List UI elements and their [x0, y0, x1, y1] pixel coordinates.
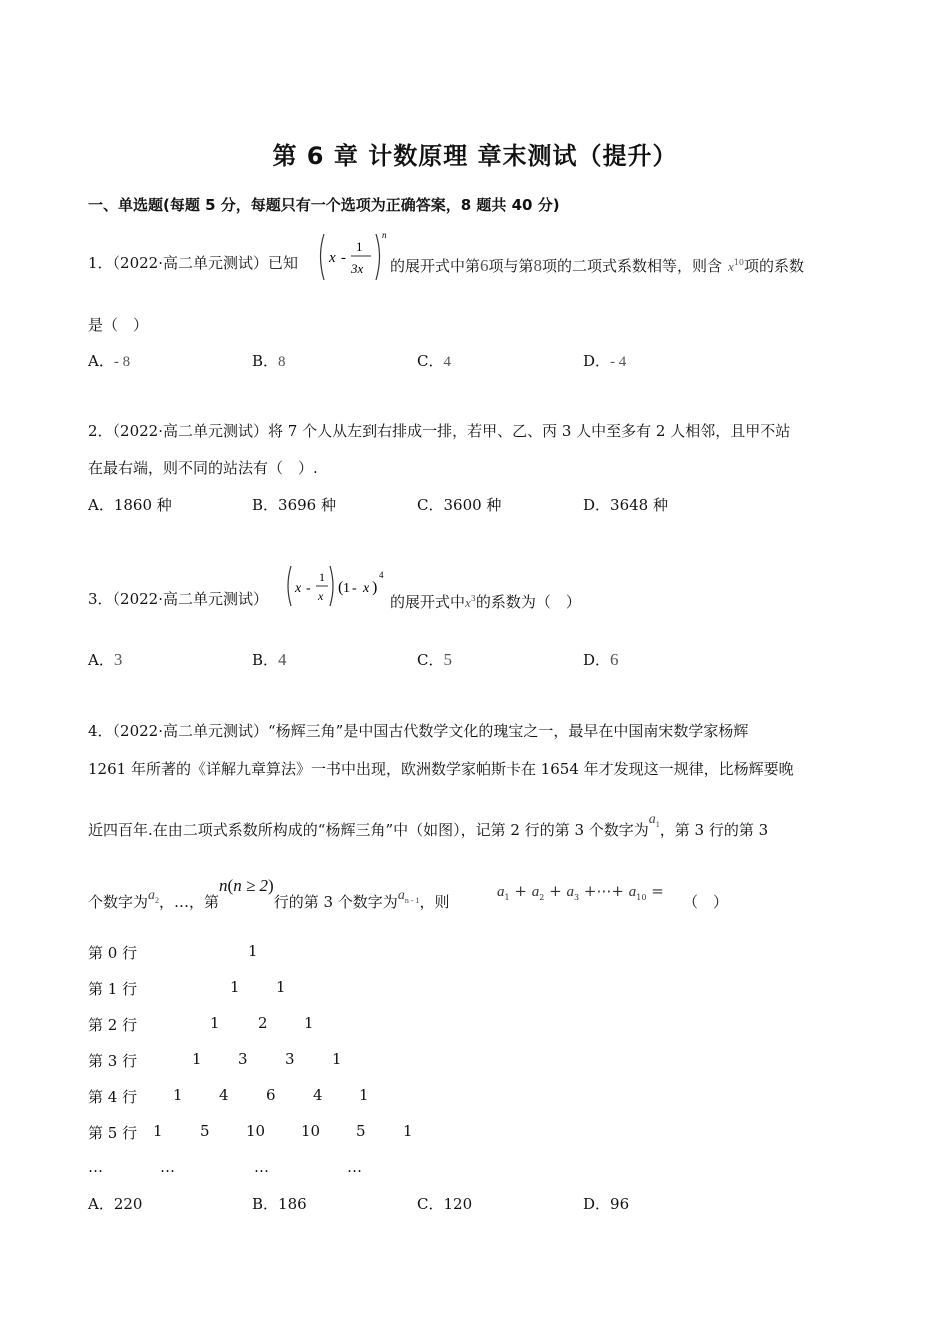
number-six: 6 — [480, 256, 489, 275]
expr-minus: - — [341, 250, 346, 266]
option-d[interactable]: D．96 — [583, 1195, 630, 1213]
expr-x: x — [329, 250, 336, 266]
triangle-number: 6 — [266, 1086, 276, 1104]
row-label: 第 0 行 — [88, 944, 138, 962]
product-expression — [284, 562, 388, 612]
triangle-number: 1 — [332, 1050, 342, 1068]
question-text: 项与第 — [488, 257, 534, 275]
question-text: ，则 — [419, 893, 450, 911]
triangle-number: 3 — [238, 1050, 248, 1068]
triangle-number: 10 — [246, 1122, 266, 1140]
question-text-line2: 在最右端，则不同的站法有（ ）. — [88, 459, 318, 477]
triangle-number: 1 — [276, 978, 286, 996]
svg-text:-: - — [306, 581, 311, 596]
svg-text:(: ( — [338, 579, 344, 596]
option-a[interactable]: A．- 8 — [88, 352, 131, 370]
a1-symbol: $a_1$ — [648, 812, 660, 829]
page-title: 第 6 章 计数原理 章末测试（提升） — [272, 142, 678, 170]
ellipsis: … — [160, 1158, 175, 1176]
answer-blank: （ ） — [683, 893, 729, 911]
option-b[interactable]: B．4 — [252, 650, 287, 669]
row-label: 第 2 行 — [88, 1016, 138, 1034]
question-text: 近四百年.在由二项式系数所构成的“杨辉三角”中（如图），记第 2 行的第 3 个数字为 — [88, 821, 649, 839]
svg-text:1: 1 — [343, 581, 350, 596]
triangle-number: 4 — [313, 1086, 323, 1104]
binomial-expression — [316, 228, 390, 286]
triangle-number: 4 — [219, 1086, 229, 1104]
question-text: 项的系数 — [744, 257, 805, 275]
svg-text:1: 1 — [319, 570, 325, 584]
section-heading: 一、单选题(每题 5 分，每题只有一个选项为正确答案，8 题共 40 分) — [88, 196, 560, 214]
x-exponent: 10 — [733, 258, 745, 267]
option-c[interactable]: C．3600 种 — [417, 496, 502, 514]
option-b[interactable]: B．8 — [252, 352, 286, 370]
ellipsis: … — [347, 1158, 362, 1176]
triangle-number: 10 — [301, 1122, 321, 1140]
question-text: 行的第 3 个数字为 — [273, 893, 398, 911]
question-text: 个数字为 — [88, 893, 149, 911]
option-b[interactable]: B．186 — [252, 1195, 307, 1213]
ellipsis: … — [88, 1158, 103, 1176]
option-a[interactable]: A．1860 种 — [88, 496, 172, 514]
triangle-number: 1 — [173, 1086, 183, 1104]
question-text: ，第 3 行的第 3 — [659, 821, 769, 839]
x-exponent: 3 — [470, 594, 476, 603]
option-a[interactable]: A．3 — [88, 650, 123, 669]
svg-text:x: x — [363, 581, 370, 596]
question-text: 已知 — [268, 254, 299, 272]
svg-text:x: x — [318, 589, 324, 603]
triangle-number: 1 — [248, 942, 258, 960]
svg-text:4: 4 — [379, 570, 384, 580]
option-c[interactable]: C．4 — [417, 352, 451, 370]
row-label: 第 1 行 — [88, 980, 138, 998]
triangle-number: 1 — [403, 1122, 413, 1140]
option-d[interactable]: D．- 4 — [583, 352, 627, 370]
option-c[interactable]: C．120 — [417, 1195, 473, 1213]
row-label: 第 3 行 — [88, 1052, 138, 1070]
an1-symbol: $a_{n - 1}$ — [397, 888, 420, 905]
question-text: 4．（2022·高二单元测试）“杨辉三角”是中国古代数学文化的瑰宝之一，最早在中国南宋数学家杨辉 — [88, 722, 749, 740]
ellipsis: … — [254, 1158, 269, 1176]
a2-symbol: $a_2$ — [148, 888, 160, 905]
triangle-number: 1 — [153, 1122, 163, 1140]
option-b[interactable]: B．3696 种 — [252, 496, 336, 514]
expr-numerator: 1 — [356, 239, 363, 254]
question-source: （2022·高二单元测试） — [112, 254, 268, 272]
question-text: 的展开式中 — [390, 593, 466, 611]
x-variable: x — [728, 259, 734, 274]
question-text: 1261 年所著的《详解九章算法》一书中出现，欧洲数学家帕斯卡在 1654 年才发现这一规律，比杨辉要晚 — [88, 760, 794, 778]
option-a[interactable]: A．220 — [88, 1195, 143, 1213]
question-number: 1． — [88, 254, 113, 272]
triangle-number: 1 — [230, 978, 240, 996]
question-text: ，…，第 — [159, 893, 220, 911]
expr-exponent: n — [382, 230, 387, 240]
expr-denominator: 3x — [351, 261, 364, 276]
triangle-number: 1 — [304, 1014, 314, 1032]
triangle-number: 2 — [258, 1014, 268, 1032]
question-text: 的系数为（ ） — [475, 593, 581, 611]
n-condition: n(n ≥ 2) — [219, 876, 274, 895]
svg-text:-: - — [352, 581, 357, 596]
question-text-line2: 是（ ） — [88, 316, 149, 334]
row-label: 第 5 行 — [88, 1124, 138, 1142]
triangle-number: 1 — [359, 1086, 369, 1104]
svg-text:x: x — [295, 581, 302, 596]
sum-expression: $a_1 + a_2 + a_3$ +⋯+ $a_{10}$ = — [497, 882, 664, 902]
question-text: 2．（2022·高二单元测试）将 7 个人从左到右排成一排，若甲、乙、丙 3 人中至多有 2 人相邻，且甲不站 — [88, 422, 791, 440]
triangle-number: 3 — [285, 1050, 295, 1068]
option-d[interactable]: D．6 — [583, 650, 619, 669]
question-text: 的展开式中第 — [390, 257, 481, 275]
svg-text:): ) — [372, 579, 378, 596]
row-label: 第 4 行 — [88, 1088, 138, 1106]
triangle-number: 1 — [192, 1050, 202, 1068]
question-text: 项的二项式系数相等，则含 — [542, 257, 723, 275]
option-c[interactable]: C．5 — [417, 650, 452, 669]
question-number: 3． — [88, 590, 113, 608]
triangle-number: 5 — [356, 1122, 366, 1140]
number-eight: 8 — [533, 256, 543, 275]
triangle-number: 5 — [200, 1122, 210, 1140]
question-source: （2022·高二单元测试） — [112, 590, 268, 608]
option-d[interactable]: D．3648 种 — [583, 496, 668, 514]
triangle-number: 1 — [210, 1014, 220, 1032]
x-variable: x — [465, 595, 471, 610]
